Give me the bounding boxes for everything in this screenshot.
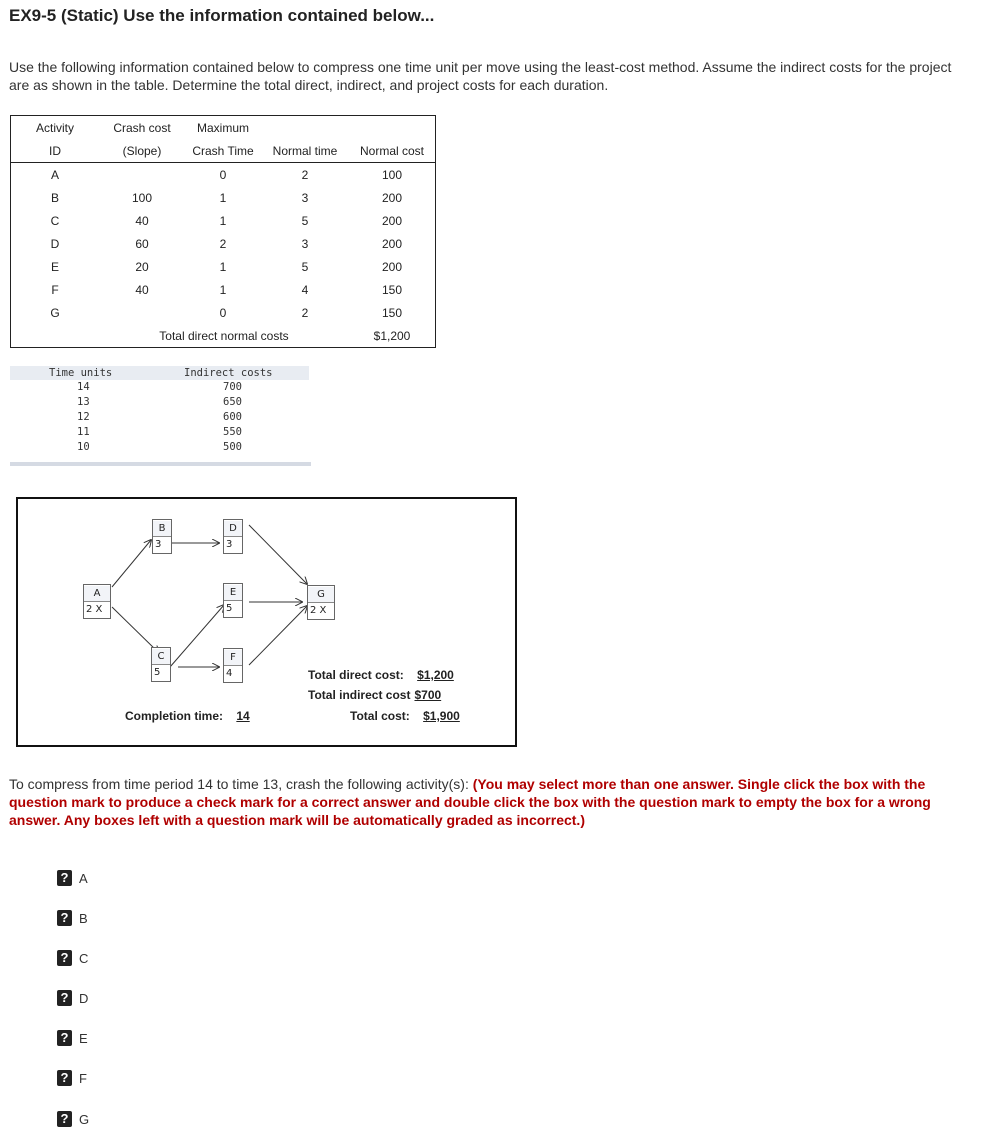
table-cell: 650 — [223, 396, 242, 408]
table-cell: 1 — [219, 259, 227, 274]
node-duration: 5 — [154, 667, 161, 678]
table-cell: 3 — [301, 190, 309, 205]
node-c — [151, 647, 171, 682]
total-indirect-cost-label: Total indirect cost — [308, 688, 411, 702]
table-cell: B — [11, 186, 100, 209]
table-cell: 200 — [349, 186, 436, 209]
node-duration: 4 — [226, 668, 233, 679]
table-cell: D — [11, 232, 100, 255]
table-cell: 150 — [349, 301, 436, 324]
table-cell: 200 — [349, 232, 436, 255]
option-label: D — [79, 991, 89, 1006]
question-text — [9, 775, 969, 829]
indirect-costs-table — [10, 366, 311, 466]
option-g — [57, 1110, 117, 1130]
table-cell: 14 — [77, 381, 90, 393]
option-f — [57, 1069, 117, 1089]
table-cell: 600 — [223, 411, 242, 423]
table-cell — [99, 163, 185, 187]
table-cell: 2 — [219, 236, 227, 251]
option-label: C — [79, 951, 89, 966]
total-direct-cost-value: $1,200 — [417, 668, 454, 682]
table-cell — [99, 301, 185, 324]
option-label: A — [79, 871, 88, 886]
table-cell: 500 — [223, 441, 242, 453]
table-cell: 60 — [135, 236, 149, 251]
total-direct-normal-value: $1,200 — [349, 324, 436, 348]
node-f — [223, 648, 243, 683]
total-indirect-cost — [308, 688, 441, 702]
table-header-cell: (Slope) — [99, 139, 185, 163]
option-c — [57, 949, 117, 969]
node-duration: 2 X — [86, 604, 103, 615]
option-checkbox[interactable]: ? — [57, 1070, 72, 1086]
total-direct-cost-label: Total direct cost: — [308, 668, 404, 682]
table-cell: 5 — [301, 259, 309, 274]
table-cell: 2 — [301, 167, 309, 182]
network-diagram — [16, 497, 517, 747]
total-indirect-cost-value: $700 — [414, 688, 442, 702]
table-header-cell — [349, 116, 436, 140]
option-checkbox[interactable]: ? — [57, 1030, 72, 1046]
option-a — [57, 869, 117, 889]
arrow-c-e — [170, 605, 224, 667]
option-d — [57, 989, 117, 1009]
table-cell: 200 — [349, 255, 436, 278]
table-cell: G — [11, 301, 100, 324]
table-header-cell: Crash Time — [185, 139, 261, 163]
table-cell: 12 — [77, 411, 90, 423]
node-b — [152, 519, 172, 554]
arrow-a-b — [112, 540, 151, 587]
option-label: E — [79, 1031, 88, 1046]
node-label: E — [224, 585, 242, 601]
table-cell: 13 — [77, 396, 90, 408]
table-cell: 1 — [219, 282, 227, 297]
total-cost — [350, 709, 460, 723]
option-label: F — [79, 1071, 87, 1086]
table-header-cell — [261, 116, 349, 140]
node-a — [83, 584, 111, 619]
table-cell: E — [11, 255, 100, 278]
node-duration: 2 X — [310, 605, 327, 616]
node-label: B — [153, 521, 171, 537]
completion-time — [125, 709, 250, 723]
table-cell: 5 — [301, 213, 309, 228]
completion-time-value: 14 — [236, 709, 250, 723]
total-cost-label: Total cost: — [350, 709, 410, 723]
table-header-cell: Maximum — [185, 116, 261, 140]
table-cell: 1 — [219, 190, 227, 205]
option-checkbox[interactable]: ? — [57, 990, 72, 1006]
completion-time-label: Completion time: — [125, 709, 223, 723]
table-row — [11, 255, 436, 278]
table-cell: 0 — [219, 305, 227, 320]
table-cell: 20 — [135, 259, 149, 274]
option-label: G — [79, 1112, 90, 1127]
time-units-column — [10, 367, 160, 456]
table-cell: A — [11, 163, 100, 187]
table-header-row — [11, 139, 436, 163]
table-row — [11, 163, 436, 187]
node-label: D — [224, 521, 242, 537]
table-row — [11, 232, 436, 255]
node-label: G — [308, 587, 334, 603]
table-row — [11, 301, 436, 324]
table-cell: 1 — [219, 213, 227, 228]
table-header-row — [11, 116, 436, 140]
table-cell: 40 — [135, 282, 149, 297]
table-row — [11, 278, 436, 301]
node-duration: 5 — [226, 603, 233, 614]
option-label: B — [79, 911, 88, 926]
total-direct-cost — [308, 668, 454, 682]
arrow-d-g — [249, 525, 307, 584]
node-label: A — [84, 586, 110, 602]
node-duration: 3 — [226, 539, 233, 550]
arrow-f-g — [249, 606, 307, 665]
table-cell: 0 — [219, 167, 227, 182]
option-b — [57, 909, 117, 929]
table-cell: C — [11, 209, 100, 232]
indirect-costs-header: Indirect costs — [184, 367, 273, 379]
indirect-costs-column — [160, 367, 309, 456]
time-units-header: Time units — [49, 367, 113, 379]
table-row — [11, 209, 436, 232]
activity-table — [10, 115, 436, 348]
page-title: EX9-5 (Static) Use the information contained below... — [9, 6, 435, 25]
total-direct-normal-label: Total direct normal costs — [99, 324, 349, 348]
node-g — [307, 585, 335, 620]
table-cell: 2 — [301, 305, 309, 320]
table-cell: 11 — [77, 426, 90, 438]
node-label: F — [224, 650, 242, 666]
option-checkbox[interactable]: ? — [57, 1111, 72, 1127]
table-cell: 100 — [349, 163, 436, 187]
option-checkbox[interactable]: ? — [57, 950, 72, 966]
node-e — [223, 583, 243, 618]
table-header-cell: Normal time — [261, 139, 349, 163]
table-row — [11, 186, 436, 209]
node-d — [223, 519, 243, 554]
table-header-cell: Activity — [11, 116, 100, 140]
table-header-cell: Normal cost — [349, 139, 436, 163]
table-cell: 3 — [301, 236, 309, 251]
table-cell: 100 — [131, 190, 153, 205]
table-cell: 4 — [301, 282, 309, 297]
intro-text: Use the following information contained below to compress one time unit per move using the least-cost method. Assume the indirect costs for the project are as shown in the table. Determine the total direct, indirect, and project costs for each duration. — [9, 59, 952, 93]
option-checkbox[interactable]: ? — [57, 870, 72, 886]
table-cell: 550 — [223, 426, 242, 438]
table-cell: 150 — [349, 278, 436, 301]
table-cell: F — [11, 278, 100, 301]
option-e — [57, 1029, 117, 1049]
question-instructions: (You may select more than one answer. Single click the box with the question mark to produce a check mark for a correct answer and double click the box with the question mark to empty the box for a wrong answer. Any boxes left with a question mark will be automatically graded as incorrect.) — [9, 776, 931, 828]
table-header-cell: ID — [11, 139, 100, 163]
table-header-cell: Crash cost — [99, 116, 185, 140]
question-prompt: To compress from time period 14 to time 13, crash the following activity(s): — [9, 776, 473, 792]
option-checkbox[interactable]: ? — [57, 910, 72, 926]
node-duration: 3 — [155, 539, 162, 550]
table-cell: 10 — [77, 441, 90, 453]
table-cell: 200 — [349, 209, 436, 232]
table-total-row — [11, 324, 436, 348]
node-label: C — [152, 649, 170, 665]
total-cost-value: $1,900 — [423, 709, 460, 723]
table-cell: 700 — [223, 381, 242, 393]
table-cell: 40 — [135, 213, 149, 228]
